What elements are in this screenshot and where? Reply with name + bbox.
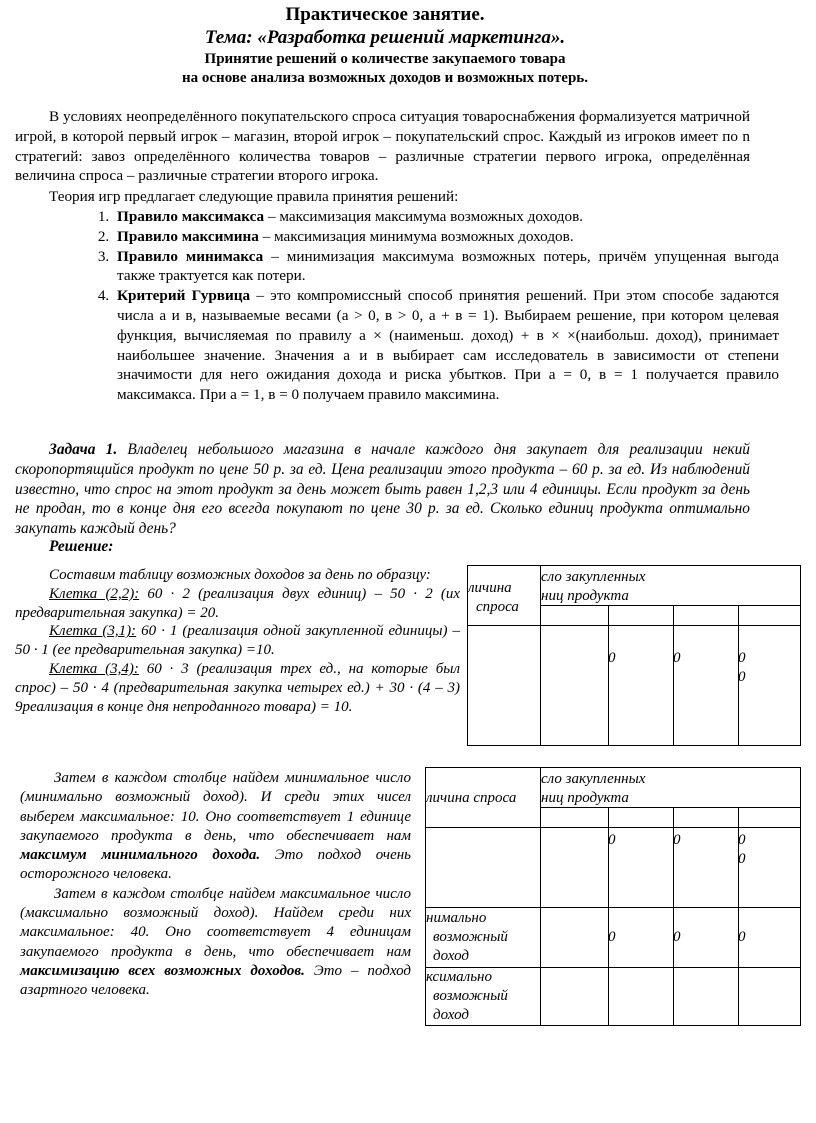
analysis-bold: максимизацию всех возможных доходов. bbox=[20, 962, 305, 979]
rule-item bbox=[113, 227, 779, 247]
table-border bbox=[425, 1025, 801, 1026]
example-explanation bbox=[15, 566, 460, 716]
rule-text: – это компромиссный способ принятия решений. При этом способе задаются числа а и в, называемые весами (а > 0, в > 0, а + в = 1). Выбираем решение, при котором целевая функция, вычисляемая по правилу а × (наименьш. доход) + в × ×(наибольш. доход), принимает наибольшее значение. Значения а и в выбирает сам исследователь в зависимости от степени значимости для него ожидания дохода и риска убытков. При а = 0, в = 1 получается правило максимакса. При а = 1, в = 0 получаем правило максимина. bbox=[117, 287, 780, 404]
table-border bbox=[425, 907, 801, 908]
analysis-text: Затем в каждом столбце найдем минимальное число (минимально возможный доход). И среди этих чисел выберем максимальное: 10. Оно соответствует 1 единице закупаемого продукта в день, что обеспечивает нам bbox=[20, 770, 411, 844]
rule-item bbox=[113, 207, 779, 227]
task-paragraph bbox=[15, 440, 750, 539]
min-income-value: 0 bbox=[608, 929, 616, 945]
analysis-text: Это подход очень осторожного человека. bbox=[20, 847, 411, 883]
table-border bbox=[467, 565, 801, 566]
cell-text: 60 · 3 (реализация трех ед., на которые был спрос) – 50 · 4 (предварительная закупка четырех ед.) + 30 · (4 – 3) 9реализация в конце дня непроданного товара) = 10. bbox=[15, 660, 460, 715]
table-border bbox=[673, 605, 674, 746]
table-border bbox=[800, 565, 801, 746]
table-border bbox=[425, 767, 801, 768]
min-income-label: доход bbox=[433, 948, 469, 964]
rule-item bbox=[113, 286, 779, 405]
analysis-paragraph-1 bbox=[20, 769, 411, 885]
row-header: личина bbox=[468, 580, 512, 596]
table-cell: 0 bbox=[608, 832, 616, 848]
analysis-text: Затем в каждом столбце найдем максимальное число (максимально возможный доход). Найдем среди них максимальное: 40. Оно соответствует 4 единицам закупаемого продукта в день, что обеспечивает нам bbox=[20, 885, 411, 960]
table-border bbox=[467, 625, 801, 626]
task-text: Владелец небольшого магазина в начале каждого дня закупает для реализации некий скоропортящийся продукт по цене 50 р. за ед. Цена реализации этого продукта – 60 р. за ед. Из наблюдений известно, что спрос на этот продукт за день может быть равен 1,2,3 или 4 единицы. Если продукт за день не продан, то в конце дня его всегда покупают по цене 30 р. за ед. Сколько единиц продукта оптимально закупать каждый день? bbox=[15, 441, 750, 538]
table-border bbox=[608, 605, 609, 746]
rule-text: – максимизация максимума возможных доходов. bbox=[264, 208, 584, 225]
rule-name: Правило максимакса bbox=[117, 208, 265, 225]
table-border bbox=[425, 827, 801, 828]
min-income-value: 0 bbox=[673, 929, 681, 945]
cell-label: Клетка (3,4): bbox=[49, 660, 139, 677]
max-income-label: возможный bbox=[433, 988, 508, 1004]
row-header: спроса bbox=[476, 599, 519, 615]
page-title: Практическое занятие. bbox=[285, 4, 485, 25]
col-header: ниц продукта bbox=[541, 588, 629, 604]
analysis-text: Это – подход азартного человека. bbox=[20, 962, 411, 999]
table-border bbox=[800, 767, 801, 1026]
max-income-label: доход bbox=[433, 1007, 469, 1023]
cell-label: Клетка (3,1): bbox=[49, 623, 137, 640]
min-income-label: нимально bbox=[426, 910, 487, 926]
table-cell: 0 bbox=[738, 832, 746, 848]
intro-paragraph: В условиях неопределённого покупательского спроса ситуация товароснабжения формализуется матричной игрой, в которой первый игрок – магазин, второй игрок – покупательский спрос. Каждый из игроков имеет по n стратегий: завоз определённого количества товаров – различные стратегии первого игрока, определённая величина спроса – различные стратегии второго игрока. bbox=[15, 108, 750, 185]
example-cell-2 bbox=[15, 622, 460, 660]
min-income-value: 0 bbox=[738, 929, 746, 945]
rules-list bbox=[83, 207, 779, 405]
subtitle-line-1: Принятие решений о количестве закупаемого товара bbox=[204, 51, 566, 67]
task-label: Задача 1. bbox=[49, 441, 118, 458]
rule-name: Правило максимина bbox=[117, 227, 259, 245]
cell-label: Клетка (2,2): bbox=[49, 585, 140, 602]
table-cell: 0 bbox=[738, 650, 746, 666]
table-cell: 0 bbox=[738, 669, 746, 685]
analysis-paragraph-2 bbox=[20, 885, 411, 1001]
rule-item bbox=[113, 247, 779, 287]
col-header: ниц продукта bbox=[541, 790, 629, 806]
topic-heading: Тема: «Разработка решений маркетинга». bbox=[204, 27, 566, 48]
example-cell-1 bbox=[15, 585, 460, 623]
table-cell: 0 bbox=[673, 650, 681, 666]
rule-text: – максимизация минимума возможных доходов. bbox=[258, 227, 574, 245]
table-cell: 0 bbox=[738, 851, 746, 867]
subtitle-line-2: на основе анализа возможных доходов и возможных потерь. bbox=[182, 70, 588, 86]
example-cell-3 bbox=[15, 660, 460, 716]
table-border bbox=[467, 745, 801, 746]
col-header: сло закупленных bbox=[541, 569, 646, 585]
col-header: сло закупленных bbox=[541, 771, 646, 787]
cell-text: 60 · 2 (реализация двух единиц) – 50 · 2 (их предварительная закупка) = 20. bbox=[15, 585, 461, 621]
rule-name: Критерий Гурвица bbox=[117, 287, 251, 305]
max-income-label: ксимально bbox=[426, 969, 492, 985]
example-intro: Составим таблицу возможных доходов за день по образцу: bbox=[49, 567, 431, 583]
table-cell: 0 bbox=[608, 650, 616, 666]
rule-name: Правило минимакса bbox=[117, 247, 264, 265]
rule-text: – минимизация максимума возможных потерь, причём упущенная выгода также трактуется как потери. bbox=[117, 247, 779, 285]
min-income-label: возможный bbox=[433, 929, 508, 945]
cell-text: 60 · 1 (реализация одной закупленной единицы) – 50 · 1 (ее предварительная закупка) =10. bbox=[15, 623, 460, 659]
table-cell: 0 bbox=[673, 832, 681, 848]
analysis-bold: максимум минимального дохода. bbox=[20, 847, 261, 864]
theory-intro: Теория игр предлагает следующие правила принятия решений: bbox=[49, 188, 459, 205]
analysis-explanation bbox=[20, 769, 411, 1001]
solution-label: Решение: bbox=[49, 538, 114, 555]
row-header: личина спроса bbox=[426, 790, 517, 806]
